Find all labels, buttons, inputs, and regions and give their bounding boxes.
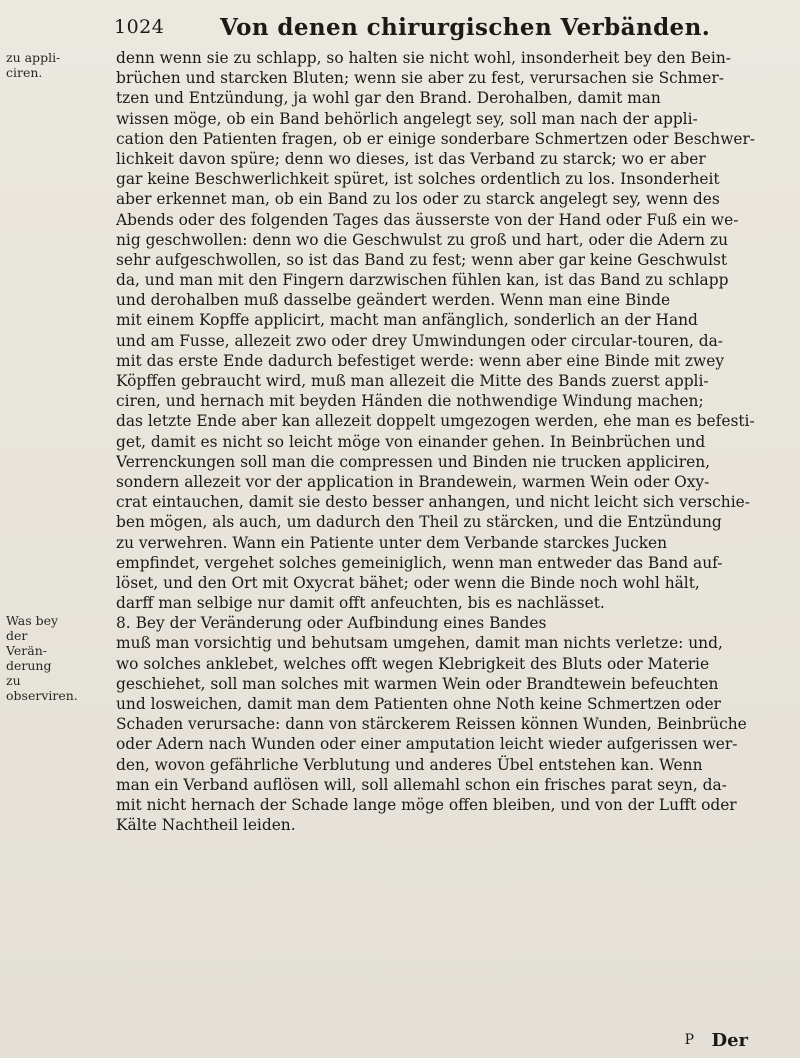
text-line: Kälte Nachtheil leiden.: [116, 816, 296, 835]
text-line: und losweichen, damit man dem Patienten ohne Noth keine Schmertzen oder: [116, 695, 721, 713]
text-line: wissen möge, ob ein Band behörlich angelegt sey, soll man nach der appli-: [116, 109, 698, 128]
text-line: mit nicht hernach der Schade lange möge offen bleiben, und von der Lufft oder: [116, 795, 737, 814]
text-line: mit einem Kopffe applicirt, macht man anfänglich, sonderlich an der Hand: [116, 311, 698, 330]
margin-note: zu appli- ciren.: [6, 50, 61, 80]
text-line: muß man vorsichtig und behutsam umgehen, damit man nichts verletze: und,: [116, 634, 723, 653]
signature-mark: P: [684, 1032, 694, 1048]
text-line: den, wovon gefährliche Verblutung und anderes Übel entstehen kan. Wenn: [116, 755, 703, 774]
text-line: Schaden verursache: dann von stärckerem Reissen können Wunden, Beinbrüche: [116, 715, 747, 734]
text-line: sehr aufgeschwollen, so ist das Band zu fest; wenn aber gar keine Geschwulst: [116, 250, 728, 269]
margin-note: Was bey der Verän- derung zu observiren.: [6, 613, 78, 703]
text-line: geschiehet, soll man solches mit warmen Wein oder Brandtewein befeuchten: [116, 674, 719, 693]
text-line: Köpffen gebraucht wird, muß man allezeit die Mitte des Bands zuerst appli-: [116, 372, 709, 390]
text-line: denn wenn sie zu schlapp, so halten sie nicht wohl, insonderheit bey den Bein-: [116, 49, 731, 67]
text-line: get, damit es nicht so leicht möge von einander gehen. In Beinbrüchen und: [116, 432, 706, 451]
text-line: man ein Verband auflösen will, soll allemahl schon ein frisches parat seyn, da-: [116, 775, 727, 794]
text-line: Abends oder des folgenden Tages das äusserste von der Hand oder Fuß ein we-: [116, 210, 739, 229]
text-line: und derohalben muß dasselbe geändert werden. Wenn man eine Binde: [116, 291, 671, 310]
text-line: crat eintauchen, damit sie desto besser anhangen, und nicht leicht sich verschie-: [116, 493, 750, 512]
text-line: und am Fusse, allezeit zwo oder drey Umwindungen oder circular-touren, da-: [116, 331, 724, 350]
text-line: ben mögen, als auch, um dadurch den Theil zu stärcken, und die Entzündung: [116, 513, 722, 532]
text-line: gar keine Beschwerlichkeit spüret, ist solches ordentlich zu los. Insonderheit: [116, 170, 720, 189]
text-line: tzen und Entzündung, ja wohl gar den Brand. Derohalben, damit man: [116, 89, 661, 108]
page-number: 1024: [114, 16, 165, 38]
text-line: löset, und den Ort mit Oxycrat bähet; oder wenn die Binde noch wohl hält,: [116, 573, 700, 592]
text-line: da, und man mit den Fingern darzwischen fühlen kan, ist das Band zu schlapp: [116, 271, 729, 290]
text-line: oder Adern nach Wunden oder einer amputation leicht wieder aufgerissen wer-: [116, 735, 738, 754]
text-line: lichkeit davon spüre; denn wo dieses, ist das Verband zu starck; wo er aber: [116, 149, 706, 168]
catchword: Der: [711, 1030, 748, 1051]
text-line: zu verwehren. Wann ein Patiente unter dem Verbande starckes Jucken: [116, 533, 668, 552]
text-line: ciren, und hernach mit beyden Händen die nothwendige Windung machen;: [116, 392, 704, 411]
text-line: das letzte Ende aber kan allezeit doppelt umgezogen werden, ehe man es befesti-: [116, 412, 755, 431]
text-line: nig geschwollen: denn wo die Geschwulst zu groß und hart, oder die Adern zu: [116, 230, 729, 249]
text-line: darff man selbige nur damit offt anfeuchten, bis es nachlässet.: [116, 594, 605, 613]
text-line: wo solches anklebet, welches offt wegen Klebrigkeit des Bluts oder Materie: [116, 654, 710, 673]
text-line: brüchen und starcken Bluten; wenn sie aber zu fest, verursachen sie Schmer-: [116, 69, 724, 88]
section-heading-line: 8. Bey der Veränderung oder Aufbindung eines Bandes: [116, 614, 547, 633]
body-text: [116, 48, 780, 835]
page-header: [100, 14, 720, 44]
text-line: mit das erste Ende dadurch befestiget werde: wenn aber eine Binde mit zwey: [116, 351, 725, 370]
text-line: cation den Patienten fragen, ob er einige sonderbare Schmertzen oder Beschwer-: [116, 129, 756, 148]
text-line: empfindet, vergehet solches gemeiniglich, wenn man entweder das Band auf-: [116, 553, 723, 572]
text-line: Verrenckungen soll man die compressen und Binden nie trucken appliciren,: [116, 452, 710, 471]
running-head: Von denen chirurgischen Verbänden.: [220, 14, 711, 41]
text-line: aber erkennet man, ob ein Band zu los oder zu starck angelegt sey, wenn des: [116, 190, 720, 209]
text-line: sondern allezeit vor der application in Brandewein, warmen Wein oder Oxy-: [116, 472, 710, 491]
